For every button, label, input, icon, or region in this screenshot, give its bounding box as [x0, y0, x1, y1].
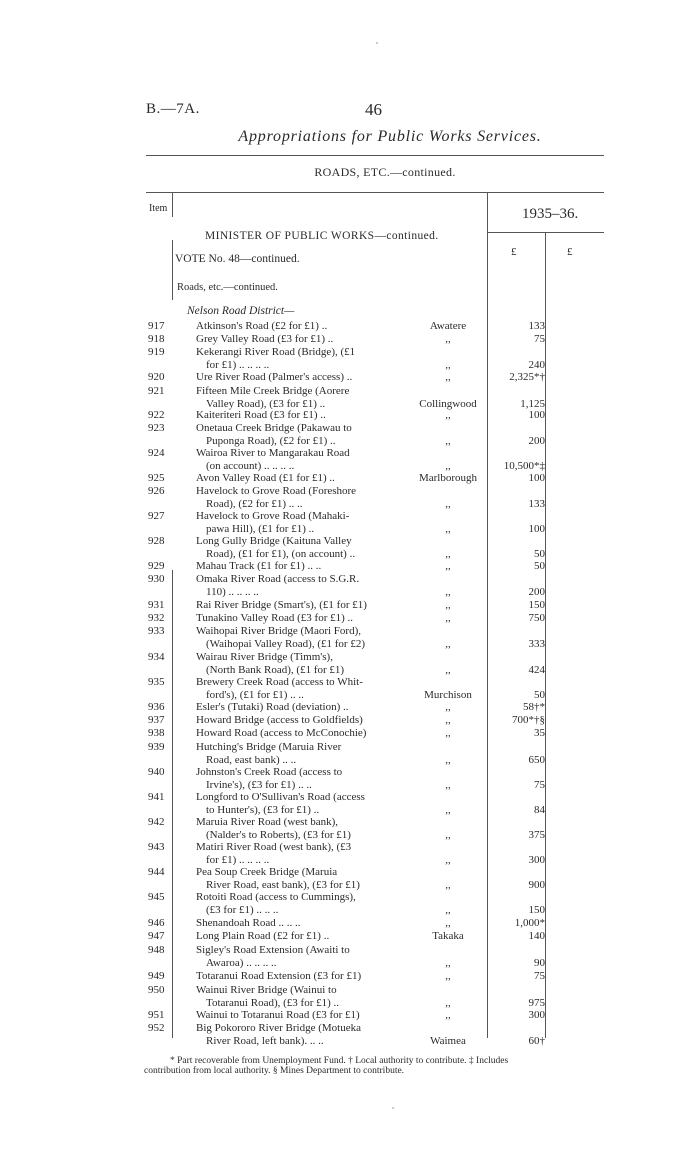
- description-line: (North Bank Road), (£1 for £1): [206, 664, 345, 676]
- district-heading: Nelson Road District—: [187, 305, 295, 317]
- description-line: Havelock to Grove Road (Mahaki-: [196, 510, 350, 522]
- description-line: Brewery Creek Road (access to Whit-: [196, 676, 363, 688]
- year-column-header: 1935–36.: [522, 206, 579, 222]
- work-description: [196, 841, 396, 867]
- description-line: Grey Valley Road (£3 for £1) ..: [196, 333, 334, 345]
- work-description: [196, 741, 396, 767]
- locality: ,,: [445, 664, 451, 676]
- description-line: for £1) .. .. .. ..: [206, 359, 270, 371]
- description-line: Fifteen Mile Creek Bridge (Aorere: [196, 385, 350, 397]
- work-description: [196, 727, 396, 740]
- amount: 133: [528, 320, 545, 332]
- locality: ,,: [445, 879, 451, 891]
- work-description: [196, 612, 396, 625]
- description-line: 110) .. .. .. ..: [206, 586, 259, 598]
- item-number: 922: [148, 409, 165, 421]
- locality: ,,: [445, 523, 451, 535]
- amount: 100: [528, 472, 545, 484]
- locality: ,,: [445, 970, 451, 982]
- description-line: Rai River Bridge (Smart's), (£1 for £1): [196, 599, 367, 611]
- locality: Murchison: [424, 689, 472, 701]
- locality: ,,: [445, 829, 451, 841]
- description-line: Wainui River Bridge (Wainui to: [196, 984, 337, 996]
- description-line: ford's), (£1 for £1) .. ..: [206, 689, 304, 701]
- amount: 1,000*: [514, 917, 545, 929]
- page-number: 46: [365, 100, 382, 119]
- amount: 150: [528, 599, 545, 611]
- work-description: [196, 560, 396, 573]
- locality: ,,: [445, 333, 451, 345]
- item-number: 947: [148, 930, 165, 942]
- description-line: Ure River Road (Palmer's access) ..: [196, 371, 353, 383]
- description-line: Road, east bank) .. ..: [206, 754, 297, 766]
- description-line: Kaiteriteri Road (£3 for £1) ..: [196, 409, 326, 421]
- description-line: Rotoiti Road (access to Cummings),: [196, 891, 356, 903]
- amount: 133: [528, 498, 545, 510]
- description-line: (£3 for £1) .. .. ..: [206, 904, 279, 916]
- work-description: [196, 984, 396, 1010]
- description-line: Omaka River Road (access to S.G.R.: [196, 573, 360, 585]
- description-line: Esler's (Tutaki) Road (deviation) ..: [196, 701, 349, 713]
- item-number: 935: [148, 676, 165, 688]
- work-description: [196, 866, 396, 892]
- item-number: 939: [148, 741, 165, 753]
- item-number: 931: [148, 599, 165, 611]
- description-line: Awaroa) .. .. .. ..: [206, 957, 277, 969]
- locality: ,,: [445, 460, 451, 472]
- description-line: Matiri River Road (west bank), (£3: [196, 841, 352, 853]
- description-line: Wainui to Totaranui Road (£3 for £1): [196, 1009, 360, 1021]
- amount: 75: [534, 333, 545, 345]
- minister-heading: MINISTER OF PUBLIC WORKS—continued.: [205, 230, 439, 242]
- locality: ,,: [445, 701, 451, 713]
- work-description: [196, 333, 396, 346]
- amount: 84: [534, 804, 545, 816]
- item-number: 950: [148, 984, 165, 996]
- description-line: Onetaua Creek Bridge (Pakawau to: [196, 422, 352, 434]
- section-heading: ROADS, ETC.—continued.: [314, 165, 456, 179]
- item-number: 918: [148, 333, 165, 345]
- description-line: Howard Bridge (access to Goldfields): [196, 714, 363, 726]
- amount: 50: [534, 689, 545, 701]
- work-description: [196, 447, 396, 473]
- amount: 424: [528, 664, 545, 676]
- amount: 975: [528, 997, 545, 1009]
- amount: 333: [528, 638, 545, 650]
- amount: 900: [528, 879, 545, 891]
- item-column-header: Item: [149, 203, 168, 214]
- table-top-rule: [146, 192, 604, 193]
- work-description: [196, 651, 396, 677]
- locality: ,,: [445, 854, 451, 866]
- locality: Awatere: [429, 320, 467, 332]
- locality: ,,: [445, 997, 451, 1009]
- amount: 58†*: [523, 701, 545, 713]
- item-number: 926: [148, 485, 165, 497]
- scan-speck: [376, 42, 378, 44]
- item-number: 945: [148, 891, 165, 903]
- description-line: Pea Soup Creek Bridge (Maruia: [196, 866, 338, 878]
- locality: ,,: [445, 904, 451, 916]
- vote-heading: VOTE No. 48—continued.: [175, 253, 300, 265]
- work-description: [196, 625, 396, 651]
- locality: Takaka: [432, 930, 464, 942]
- description-line: Maruia River Road (west bank),: [196, 816, 339, 828]
- locality: ,,: [445, 612, 451, 624]
- amount: 150: [528, 904, 545, 916]
- amount: 60†: [528, 1035, 545, 1047]
- document-reference: B.—7A.: [146, 101, 200, 117]
- amount: 140: [528, 930, 545, 942]
- roads-subheading: Roads, etc.—continued.: [177, 282, 278, 293]
- amount: 240: [528, 359, 545, 371]
- amount: 300: [528, 1009, 545, 1021]
- amount: 90: [534, 957, 545, 969]
- item-number: 944: [148, 866, 165, 878]
- item-number: 928: [148, 535, 165, 547]
- description-line: Totaranui Road), (£3 for £1) ..: [206, 997, 340, 1009]
- work-description: [196, 320, 396, 333]
- locality: ,,: [445, 917, 451, 929]
- amount-column-mid-rule: [545, 233, 546, 1038]
- locality: ,,: [445, 638, 451, 650]
- description-line: Johnston's Creek Road (access to: [196, 766, 343, 778]
- item-number: 943: [148, 841, 165, 853]
- work-description: [196, 816, 396, 842]
- footnote-line-1: * Part recoverable from Unemployment Fund. † Local authority to contribute. ‡ Includes: [170, 1056, 509, 1066]
- description-line: Irvine's), (£3 for £1) .. ..: [206, 779, 312, 791]
- amount: 10,500*‡: [503, 460, 545, 472]
- locality: ,,: [445, 804, 451, 816]
- amount: 700*†§: [512, 714, 545, 726]
- locality: ,,: [445, 409, 451, 421]
- item-number: 920: [148, 371, 165, 383]
- locality: Waimea: [430, 1035, 466, 1047]
- item-number: 946: [148, 917, 165, 929]
- work-description: [196, 409, 396, 422]
- work-description: [196, 1009, 396, 1022]
- amount: 200: [528, 586, 545, 598]
- work-description: [196, 371, 396, 384]
- description-line: Sigley's Road Extension (Awaiti to: [196, 944, 350, 956]
- footnote-line-2: contribution from local authority. § Mines Department to contribute.: [144, 1066, 405, 1076]
- amount: 50: [534, 560, 545, 572]
- work-description: [196, 573, 396, 599]
- locality: ,,: [445, 548, 451, 560]
- description-line: River Road, left bank). .. ..: [206, 1035, 324, 1047]
- locality: ,,: [445, 586, 451, 598]
- locality: Collingwood: [419, 398, 477, 410]
- amount: 100: [528, 409, 545, 421]
- item-number: 942: [148, 816, 165, 828]
- description-line: Big Pokororo River Bridge (Motueka: [196, 1022, 361, 1034]
- work-description: [196, 385, 396, 411]
- amount: 75: [534, 779, 545, 791]
- item-number: 925: [148, 472, 165, 484]
- item-number: 936: [148, 701, 165, 713]
- item-number: 937: [148, 714, 165, 726]
- description-line: (Waihopai Valley Road), (£1 for £2): [206, 638, 365, 650]
- locality: ,,: [445, 498, 451, 510]
- work-description: [196, 701, 396, 714]
- description-line: Atkinson's Road (£2 for £1) ..: [196, 320, 328, 332]
- item-number: 951: [148, 1009, 165, 1021]
- description-line: Road), (£1 for £1), (on account) ..: [206, 548, 356, 560]
- amount: 2,325*†: [509, 371, 545, 383]
- amount: 375: [528, 829, 545, 841]
- work-description: [196, 791, 396, 817]
- amount: 75: [534, 970, 545, 982]
- item-column-rule-low: [172, 570, 173, 1038]
- description-line: River Road, east bank), (£3 for £1): [206, 879, 360, 891]
- item-number: 952: [148, 1022, 165, 1034]
- description-line: Howard Road (access to McConochie): [196, 727, 367, 739]
- description-line: Long Plain Road (£2 for £1) ..: [196, 930, 330, 942]
- description-line: Tunakino Valley Road (£3 for £1) ..: [196, 612, 354, 624]
- locality: ,,: [445, 435, 451, 447]
- item-number: 930: [148, 573, 165, 585]
- page-title: Appropriations for Public Works Services.: [238, 128, 542, 145]
- locality: ,,: [445, 1009, 451, 1021]
- description-line: pawa Hill), (£1 for £1) ..: [206, 523, 315, 535]
- description-line: Totaranui Road Extension (£3 for £1): [196, 970, 362, 982]
- work-description: [196, 510, 396, 536]
- item-number: 929: [148, 560, 165, 572]
- item-number: 927: [148, 510, 165, 522]
- description-line: Avon Valley Road (£1 for £1) ..: [196, 472, 335, 484]
- description-line: Longford to O'Sullivan's Road (access: [196, 791, 365, 803]
- scan-speck: [392, 1107, 394, 1109]
- description-line: Havelock to Grove Road (Foreshore: [196, 485, 357, 497]
- work-description: [196, 714, 396, 727]
- locality: Marlborough: [418, 472, 478, 484]
- amount: 300: [528, 854, 545, 866]
- locality: ,,: [445, 560, 451, 572]
- description-line: Waihopai River Bridge (Maori Ford),: [196, 625, 361, 637]
- description-line: Hutching's Bridge (Maruia River: [196, 741, 342, 753]
- item-number: 940: [148, 766, 165, 778]
- locality: ,,: [445, 754, 451, 766]
- work-description: [196, 485, 396, 511]
- locality: ,,: [445, 359, 451, 371]
- work-description: [196, 535, 396, 561]
- amount: 1,125: [520, 398, 545, 410]
- locality: ,,: [445, 727, 451, 739]
- amount: 100: [528, 523, 545, 535]
- pound-sign-right: £: [567, 246, 573, 258]
- description-line: (Nalder's to Roberts), (£3 for £1): [206, 829, 351, 841]
- item-number: 923: [148, 422, 165, 434]
- amount: 200: [528, 435, 545, 447]
- pound-sign-left: £: [511, 246, 517, 258]
- description-line: Wairau River Bridge (Timm's),: [196, 651, 333, 663]
- work-description: [196, 422, 396, 448]
- work-description: [196, 891, 396, 917]
- item-number: 933: [148, 625, 165, 637]
- locality: ,,: [445, 779, 451, 791]
- amount: 50: [534, 548, 545, 560]
- description-line: Shenandoah Road .. .. ..: [196, 917, 301, 929]
- amount: 35: [534, 727, 545, 739]
- item-number: 941: [148, 791, 165, 803]
- work-description: [196, 346, 396, 372]
- item-number: 938: [148, 727, 165, 739]
- title-rule: [146, 155, 604, 156]
- work-description: [196, 766, 396, 792]
- item-number: 934: [148, 651, 165, 663]
- locality: ,,: [445, 371, 451, 383]
- description-line: Wairoa River to Mangarakau Road: [196, 447, 350, 459]
- work-description: [196, 970, 396, 983]
- description-line: (on account) .. .. .. ..: [206, 460, 295, 472]
- work-description: [196, 944, 396, 970]
- locality: ,,: [445, 714, 451, 726]
- description-line: Road), (£2 for £1) .. ..: [206, 498, 303, 510]
- item-number: 917: [148, 320, 165, 332]
- description-line: Long Gully Bridge (Kaituna Valley: [196, 535, 352, 547]
- description-line: Mahau Track (£1 for £1) .. ..: [196, 560, 322, 572]
- description-line: to Hunter's), (£3 for £1) ..: [206, 804, 320, 816]
- locality: ,,: [445, 957, 451, 969]
- description-line: Valley Road), (£3 for £1) ..: [206, 398, 326, 410]
- item-number: 924: [148, 447, 165, 459]
- work-description: [196, 676, 396, 702]
- item-number: 921: [148, 385, 165, 397]
- work-description: [196, 472, 396, 485]
- item-number: 932: [148, 612, 165, 624]
- description-line: Kekerangi River Road (Bridge), (£1: [196, 346, 356, 358]
- work-description: [196, 1022, 396, 1048]
- item-column-rule-mid: [172, 240, 173, 300]
- amount: 750: [528, 612, 545, 624]
- work-description: [196, 599, 396, 612]
- amount: 650: [528, 754, 545, 766]
- item-number: 919: [148, 346, 165, 358]
- locality: ,,: [445, 599, 451, 611]
- description-line: for £1) .. .. .. ..: [206, 854, 270, 866]
- description-line: Puponga Road), (£2 for £1) ..: [206, 435, 336, 447]
- item-number: 948: [148, 944, 165, 956]
- work-description: [196, 917, 396, 930]
- item-column-rule-top: [172, 193, 173, 217]
- work-description: [196, 930, 396, 943]
- item-number: 949: [148, 970, 165, 982]
